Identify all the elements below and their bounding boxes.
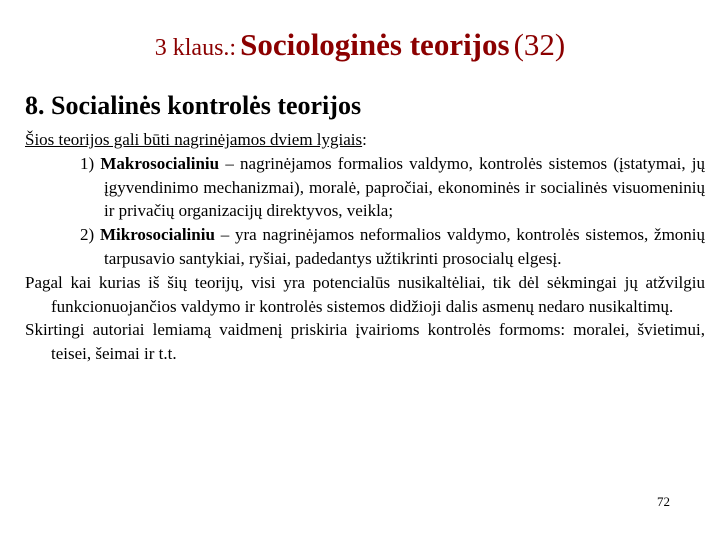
- intro-line: [25, 128, 705, 152]
- list-term: Mikrosocialiniu: [99, 225, 215, 245]
- list-item-micro: [80, 223, 705, 271]
- list-item-macro: [80, 152, 705, 223]
- slide-title: [0, 28, 720, 62]
- title-main: Sociologinės teorijos: [240, 27, 510, 62]
- list-marker: 2): [80, 225, 95, 245]
- paragraph-control-forms: Skirtingi autoriai lemiamą vaidmenį priskiria įvairioms kontrolės formoms: moralei, švietimui, teisei, šeimai ir t.t.: [25, 320, 705, 364]
- list-term: Makrosocialiniu: [100, 153, 220, 173]
- title-number: (32): [513, 27, 566, 62]
- list-marker: 1): [80, 153, 95, 173]
- paragraph-potential-offenders: Pagal kai kurias iš šių teorijų, visi yra potencialūs nusikaltėliai, tik dėl sėkmingai jų atžvilgiu funkcionuojančios valdymo ir kontrolės sistemos didžioji dalis asmenų nedaro nusikaltimų.: [25, 272, 705, 316]
- list-text: – nagrinėjamos formalios valdymo, kontrolės sistemos (įstatymai, jų įgyvendinimo mechanizmai), moralė, papročiai, ekonominės ir socialinės visuomeninių ir privačių organizacijų direktyvos, veikla;: [104, 153, 706, 221]
- intro-colon: :: [362, 130, 367, 149]
- page-number: 72: [657, 494, 670, 509]
- body-text: [25, 128, 705, 366]
- section-heading: 8. Socialinės kontrolės teorijos: [25, 91, 362, 120]
- title-prefix: 3 klaus.:: [154, 35, 237, 61]
- list-text: – yra nagrinėjamos neformalios valdymo, kontrolės sistemos, žmonių tarpusavio santykiai, ryšiai, padedantys užtikrinti prosocialų elgesį.: [104, 225, 706, 268]
- intro-text: Šios teorijos gali būti nagrinėjamos dviem lygiais: [25, 130, 363, 149]
